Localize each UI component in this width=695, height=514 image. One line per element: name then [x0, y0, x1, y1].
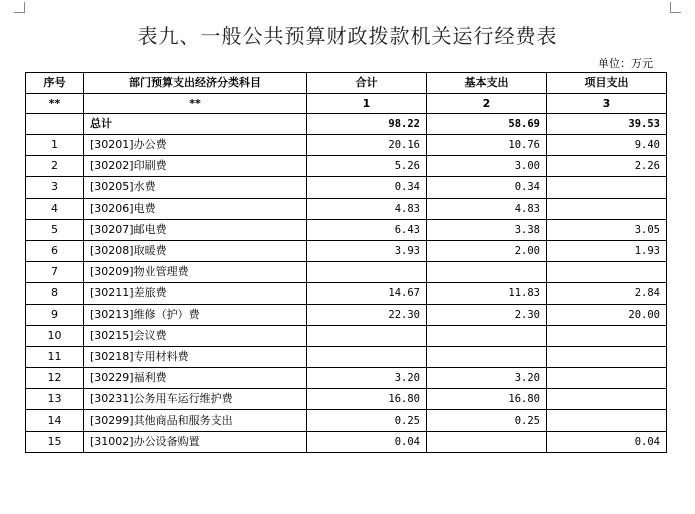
row-project-cell: 2.26 — [547, 156, 667, 177]
total-basic: 58.69 — [427, 114, 547, 135]
row-basic-cell — [427, 346, 547, 367]
row-basic-cell: 11.83 — [427, 283, 547, 304]
table-row — [26, 368, 667, 389]
index-cell: 2 — [427, 94, 547, 114]
index-cell: ** — [84, 94, 307, 114]
row-item-cell: [30213]维修（护）费 — [84, 304, 307, 325]
row-number-cell: 5 — [26, 219, 84, 240]
row-total-cell: 6.43 — [307, 219, 427, 240]
page-corner-mark-top-left — [14, 2, 25, 13]
row-item-cell: [31002]办公设备购置 — [84, 431, 307, 452]
row-item-cell: [30299]其他商品和服务支出 — [84, 410, 307, 431]
row-basic-cell: 3.00 — [427, 156, 547, 177]
table-row — [26, 346, 667, 367]
row-number-cell: 13 — [26, 389, 84, 410]
total-no-cell — [26, 114, 84, 135]
row-project-cell: 2.84 — [547, 283, 667, 304]
row-item-cell: [30208]取暖费 — [84, 240, 307, 261]
row-project-cell: 20.00 — [547, 304, 667, 325]
total-row — [26, 114, 667, 135]
row-basic-cell: 3.20 — [427, 368, 547, 389]
row-total-cell: 16.80 — [307, 389, 427, 410]
page-corner-mark-top-right — [670, 2, 681, 13]
header-cell-basic: 基本支出 — [427, 73, 547, 94]
header-cell-project: 项目支出 — [547, 73, 667, 94]
row-basic-cell: 2.30 — [427, 304, 547, 325]
row-item-cell: [30207]邮电费 — [84, 219, 307, 240]
row-basic-cell — [427, 262, 547, 283]
row-total-cell: 14.67 — [307, 283, 427, 304]
row-total-cell: 20.16 — [307, 135, 427, 156]
index-cell: 1 — [307, 94, 427, 114]
document-title: 表九、一般公共预算财政拨款机关运行经费表 — [137, 24, 558, 48]
row-basic-cell: 0.34 — [427, 177, 547, 198]
row-item-cell: [30206]电费 — [84, 198, 307, 219]
row-basic-cell — [427, 325, 547, 346]
row-project-cell — [547, 389, 667, 410]
row-item-cell: [30229]福利费 — [84, 368, 307, 389]
row-item-cell: [30209]物业管理费 — [84, 262, 307, 283]
row-basic-cell: 0.25 — [427, 410, 547, 431]
index-cell: ** — [26, 94, 84, 114]
row-number-cell: 14 — [26, 410, 84, 431]
index-row — [26, 94, 667, 114]
row-total-cell: 0.34 — [307, 177, 427, 198]
row-total-cell — [307, 325, 427, 346]
row-number-cell: 1 — [26, 135, 84, 156]
table-row — [26, 135, 667, 156]
table-row — [26, 219, 667, 240]
row-basic-cell: 3.38 — [427, 219, 547, 240]
row-project-cell — [547, 368, 667, 389]
row-total-cell: 0.25 — [307, 410, 427, 431]
row-number-cell: 2 — [26, 156, 84, 177]
table-row — [26, 325, 667, 346]
row-project-cell — [547, 346, 667, 367]
row-number-cell: 10 — [26, 325, 84, 346]
row-project-cell: 1.93 — [547, 240, 667, 261]
row-item-cell: [30201]办公费 — [84, 135, 307, 156]
row-number-cell: 3 — [26, 177, 84, 198]
row-project-cell — [547, 177, 667, 198]
header-row — [26, 73, 667, 94]
total-label: 总计 — [84, 114, 307, 135]
row-item-cell: [30215]会议费 — [84, 325, 307, 346]
table-row — [26, 304, 667, 325]
row-basic-cell: 16.80 — [427, 389, 547, 410]
row-project-cell — [547, 410, 667, 431]
row-basic-cell — [427, 431, 547, 452]
header-cell-no: 序号 — [26, 73, 84, 94]
header-cell-total: 合计 — [307, 73, 427, 94]
table-row — [26, 262, 667, 283]
index-cell: 3 — [547, 94, 667, 114]
row-number-cell: 15 — [26, 431, 84, 452]
row-item-cell: [30205]水费 — [84, 177, 307, 198]
row-total-cell: 4.83 — [307, 198, 427, 219]
row-item-cell: [30211]差旅费 — [84, 283, 307, 304]
table-row — [26, 240, 667, 261]
row-basic-cell: 2.00 — [427, 240, 547, 261]
row-number-cell: 7 — [26, 262, 84, 283]
row-number-cell: 9 — [26, 304, 84, 325]
row-total-cell: 5.26 — [307, 156, 427, 177]
table-row — [26, 410, 667, 431]
row-basic-cell: 4.83 — [427, 198, 547, 219]
row-total-cell — [307, 346, 427, 367]
table-row — [26, 389, 667, 410]
row-total-cell: 0.04 — [307, 431, 427, 452]
row-total-cell: 3.20 — [307, 368, 427, 389]
row-number-cell: 4 — [26, 198, 84, 219]
header-cell-item: 部门预算支出经济分类科目 — [84, 73, 307, 94]
expense-table — [25, 72, 667, 453]
row-number-cell: 12 — [26, 368, 84, 389]
row-item-cell: [30202]印刷费 — [84, 156, 307, 177]
table-row — [26, 198, 667, 219]
row-project-cell — [547, 262, 667, 283]
table-row — [26, 283, 667, 304]
unit-label: 单位：万元 — [598, 57, 653, 70]
row-total-cell: 3.93 — [307, 240, 427, 261]
row-total-cell: 22.30 — [307, 304, 427, 325]
row-project-cell — [547, 198, 667, 219]
row-project-cell: 0.04 — [547, 431, 667, 452]
row-project-cell: 9.40 — [547, 135, 667, 156]
row-number-cell: 8 — [26, 283, 84, 304]
table-row — [26, 431, 667, 452]
row-total-cell — [307, 262, 427, 283]
table-row — [26, 156, 667, 177]
row-basic-cell: 10.76 — [427, 135, 547, 156]
row-number-cell: 6 — [26, 240, 84, 261]
table-row — [26, 177, 667, 198]
row-item-cell: [30218]专用材料费 — [84, 346, 307, 367]
row-item-cell: [30231]公务用车运行维护费 — [84, 389, 307, 410]
row-project-cell — [547, 325, 667, 346]
row-project-cell: 3.05 — [547, 219, 667, 240]
total-amount: 98.22 — [307, 114, 427, 135]
total-project: 39.53 — [547, 114, 667, 135]
row-number-cell: 11 — [26, 346, 84, 367]
